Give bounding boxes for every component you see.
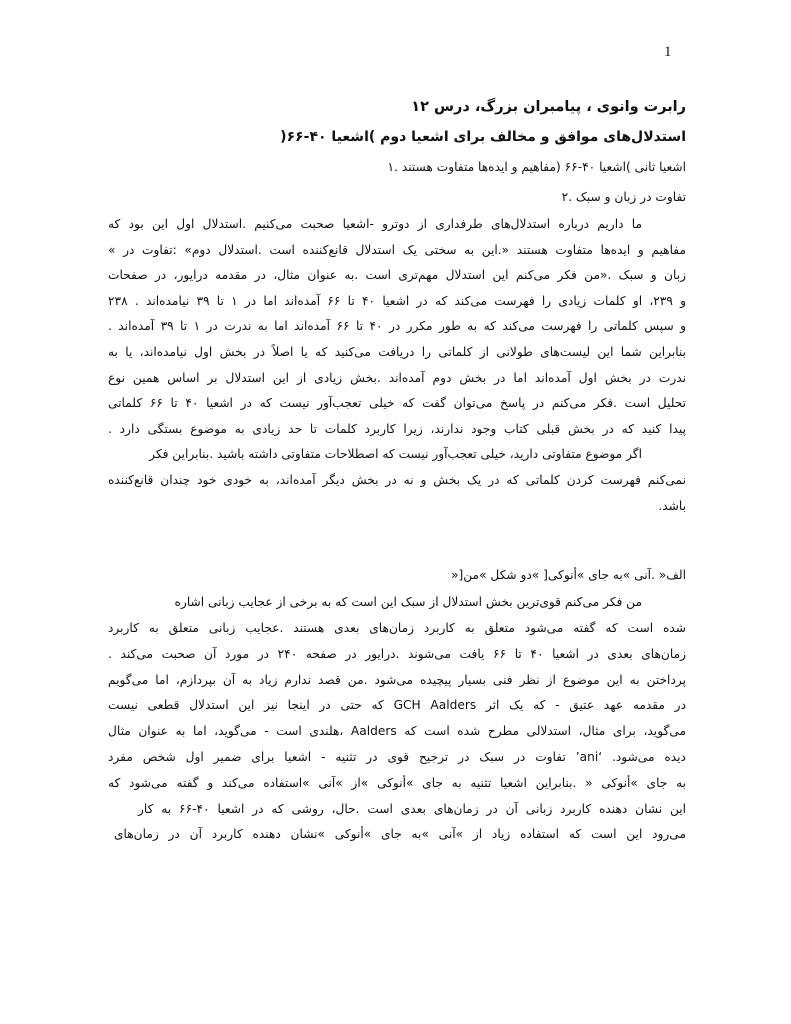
paragraph-line: نمی‌کنم فهرست کردن کلماتی که در یک بخش و نه در بخش دیگر آمده‌اند، به خودی خود چندان قانع‌کننده xyxy=(108,472,686,487)
document-title: رابرت وانوی ، پیامبران بزرگ، درس ۱۲ xyxy=(411,99,686,115)
paragraph-line: و سپس کلماتی را فهرست می‌کند که به طور مکرر در ۴۰ تا ۶۶ آمده‌اند اما به ندرت در ۱ تا ۳۹ آمده‌اند . xyxy=(108,319,686,334)
paragraph-line: باشد. xyxy=(658,498,686,513)
section-gap xyxy=(108,519,686,560)
document-subtitle: استدلال‌های موافق و مخالف برای اشعیا دوم )اشعیا ۴۰-۶۶( xyxy=(280,129,686,145)
paragraph-line: در مقدمه عهد عتیق - که یک اثر GCH Aalders که حتی در اینجا نیز این استدلال قطعی نیست xyxy=(108,698,686,713)
paragraph-line: و ۲۳۹، او کلمات زیادی را فهرست می‌کند که در اشعیا ۴۰ تا ۶۶ آمده‌اند اما در ۱ تا ۳۹ نیامده‌اند . ۲۳۸ xyxy=(108,293,686,308)
document-body xyxy=(108,92,686,848)
paragraph-line: پرداختن به این موضوع از نظر فنی بسیار پیچیده می‌شود .من قصد ندارم زیاد به آن بپردازم، اما می‌گویم xyxy=(108,672,686,687)
paragraph-line: مفاهیم و ایده‌ها متفاوت هستند «.این به سختی یک استدلال قانع‌کننده است .استدلال دوم» :تفاوت در » xyxy=(108,242,686,257)
paragraph-line: اگر موضوع متفاوتی دارید، خیلی تعجب‌آور نیست که اصطلاحات متفاوتی داشته باشید .بنابراین فکر xyxy=(149,447,642,462)
paragraph-1 xyxy=(108,212,686,519)
paragraph-2 xyxy=(108,590,686,848)
paragraph-line: زمان‌های بعدی در اشعیا ۴۰ تا ۶۶ یافت می‌شوند .درایور در صفحه ۲۴۰ در مورد آن صحبت می‌کند . xyxy=(108,646,686,661)
paragraph-line: ما داریم درباره استدلال‌های طرفداری از دوترو -اشعیا صحبت می‌کنیم .استدلال اول این بود که xyxy=(108,217,642,231)
paragraph-line: ندرت در بخش اول آمده‌اند اما در بخش دوم آمده‌اند .بخش زیادی از این استدلال بر اساس همین نوع xyxy=(108,370,686,385)
list-item: اشعیا ثانی )اشعیا ۴۰-۶۶ (مفاهیم و ایده‌ها متفاوت هستند .۱ xyxy=(387,160,686,174)
page-number: 1 xyxy=(664,44,672,60)
paragraph-line: تحلیل است .فکر می‌کنم در پاسخ می‌توان گفت که خیلی تعجب‌آور نیست که در اشعیا ۴۰ تا ۶۶ کلماتی xyxy=(108,396,686,411)
paragraph-line: این نشان دهنده کاربرد زبانی آن در زمان‌های بعدی است .حال، روشی که در اشعیا ۴۰-۶۶ به کار xyxy=(138,801,686,816)
list-item: تفاوت در زبان و سبک .۲ xyxy=(561,190,686,204)
paragraph-line: دیده می‌شود. ‘ani’ تفاوت در سبک در ترجیح قوی در تثنیه - اشعیا برای ضمیر اول شخص مفرد xyxy=(108,749,686,764)
paragraph-line: بنابراین شما این لیست‌های طولانی از کلماتی را دریافت می‌کنید که یا اصلاً در بخش اول نیامده‌اند، یا به xyxy=(108,344,686,359)
paragraph-line: من فکر می‌کنم قوی‌ترین بخش استدلال از سبک این است که به برخی از عجایب زبانی اشاره xyxy=(174,595,642,610)
paragraph-line: می‌گوید، برای مثال، استدلالی مطرح شده است که Aalders ،هلندی است - می‌گوید، اما به عنوان مثال xyxy=(108,724,686,739)
paragraph-line: پیدا کنید که در بخش قبلی کتاب وجود ندارند، زیرا کاربرد کلمات تا حد زیادی به موضوع بستگی دارد . xyxy=(108,421,686,436)
section-heading: الف« .آنی »به جای »أنوکی[ »دو شکل »من[« xyxy=(451,568,686,583)
paragraph-line: به جای »أنوکی « .بنابراین اشعیا تثنیه به جای »أنوکی »از »آنی »استفاده می‌کند و گفته می‌شود که xyxy=(108,775,686,790)
paragraph-line: شده است که گفته می‌شود متعلق به کاربرد زمان‌های بعدی هستند .عجایب زبانی متعلق به کاربرد xyxy=(108,620,686,635)
paragraph-line: زبان و سبک .«من فکر می‌کنم این استدلال مهم‌تری است .به عنوان مثال، در مقدمه درایور، در صفحات xyxy=(108,268,686,283)
paragraph-line: می‌رود این است که استفاده زیاد از »آنی »به جای »أنوکی »نشان دهنده کاربرد آن در زمان‌های xyxy=(114,827,686,842)
